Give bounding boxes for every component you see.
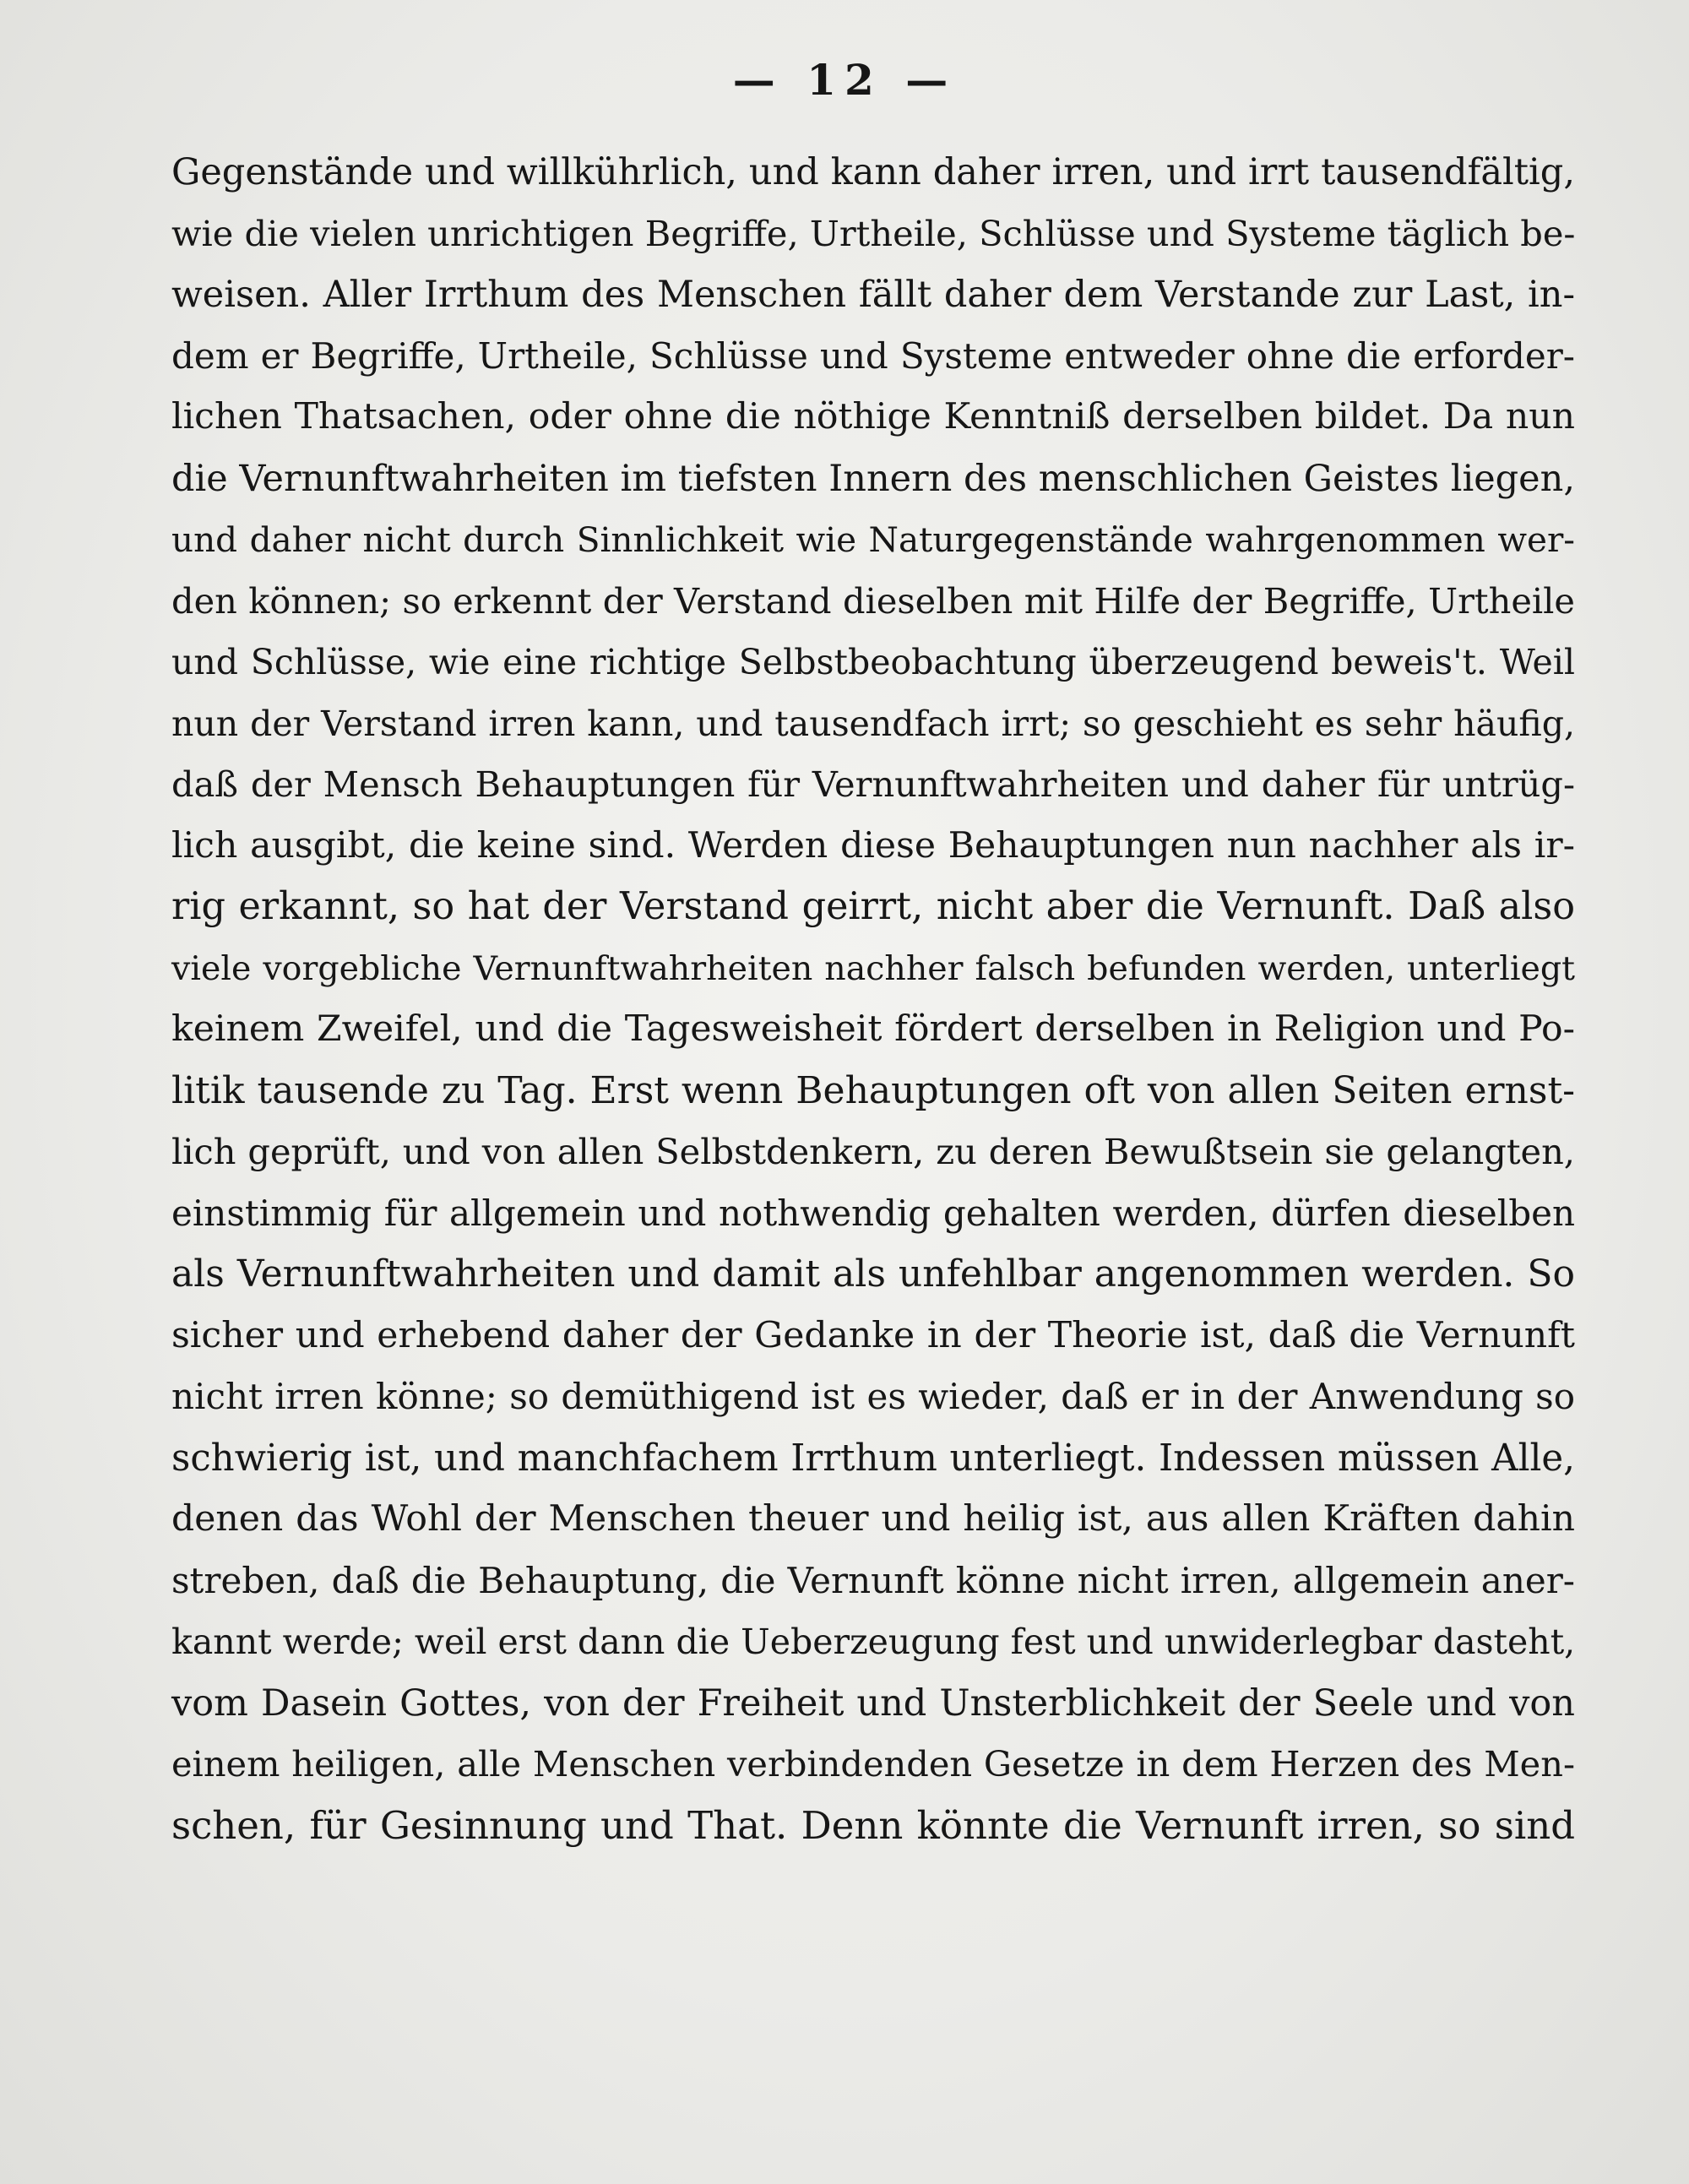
text-line: den können; so erkennt der Verstand dieselben mit Hilfe der Begriffe, Urtheile [171,579,1575,622]
text-line: rig erkannt, so hat der Verstand geirrt, nicht aber die Vernunft. Daß also [171,885,1575,928]
text-line: lichen Thatsachen, oder ohne die nöthige Kenntniß derselben bildet. Da nun [171,396,1575,437]
text-line: kannt werde; weil erst dann die Ueberzeugung fest und unwiderlegbar dasteht, [171,1622,1576,1662]
text-line: daß der Mensch Behauptungen für Vernunftwahrheiten und daher für untrüg- [171,763,1575,805]
text-line: wie die vielen unrichtigen Begriffe, Urtheile, Schlüsse und Systeme täglich be- [171,212,1576,254]
text-line: lich geprüft, und von allen Selbstdenkern, zu deren Bewußtsein sie gelangten, [171,1131,1575,1172]
text-line: dem er Begriffe, Urtheile, Schlüsse und Systeme entweder ohne die erforder- [171,334,1575,377]
text-line: und daher nicht durch Sinnlichkeit wie Naturgegenstände wahrgenommen wer- [171,519,1575,560]
text-line: keinem Zweifel, und die Tagesweisheit fördert derselben in Religion und Po- [171,1008,1575,1050]
page-number: — 12 — [732,55,957,105]
text-line: litik tausende zu Tag. Erst wenn Behauptungen oft von allen Seiten ernst- [171,1068,1575,1112]
text-line: einem heiligen, alle Menschen verbindenden Gesetze in dem Herzen des Men- [171,1743,1575,1785]
text-line: schwierig ist, und manchfachem Irrthum unterliegt. Indessen müssen Alle, [171,1437,1575,1480]
body-text [171,142,1575,1856]
text-line: schen, für Gesinnung und That. Denn könnte die Vernunft irren, so sind [171,1802,1575,1848]
text-line: lich ausgibt, die keine sind. Werden diese Behauptungen nun nachher als ir- [171,824,1575,867]
text-line: nun der Verstand irren kann, und tausendfach irrt; so geschieht es sehr häufig, [171,703,1575,744]
text-line: weisen. Aller Irrthum des Menschen fällt daher dem Verstande zur Last, in- [171,274,1575,316]
text-line: als Vernunftwahrheiten und damit als unfehlbar angenommen werden. So [171,1252,1575,1296]
text-line: viele vorgebliche Vernunftwahrheiten nachher falsch befunden werden, unterliegt [171,948,1575,988]
text-line: sicher und erhebend daher der Gedanke in der Theorie ist, daß die Vernunft [171,1314,1575,1356]
text-line: Gegenstände und willkührlich, und kann daher irren, und irrt tausendfältig, [171,151,1575,193]
text-line: und Schlüsse, wie eine richtige Selbstbeobachtung überzeugend beweis't. Weil [171,642,1575,682]
text-line: die Vernunftwahrheiten im tiefsten Innern des menschlichen Geistes liegen, [171,457,1575,500]
text-line: nicht irren könne; so demüthigend ist es wieder, daß er in der Anwendung so [171,1376,1575,1417]
text-line: streben, daß die Behauptung, die Vernunft könne nicht irren, allgemein aner- [171,1559,1575,1601]
text-line: einstimmig für allgemein und nothwendig gehalten werden, dürfen dieselben [171,1192,1575,1234]
text-line: denen das Wohl der Menschen theuer und heilig ist, aus allen Kräften dahin [171,1498,1575,1540]
text-line: vom Dasein Gottes, von der Freiheit und Unsterblichkeit der Seele und von [171,1681,1575,1725]
